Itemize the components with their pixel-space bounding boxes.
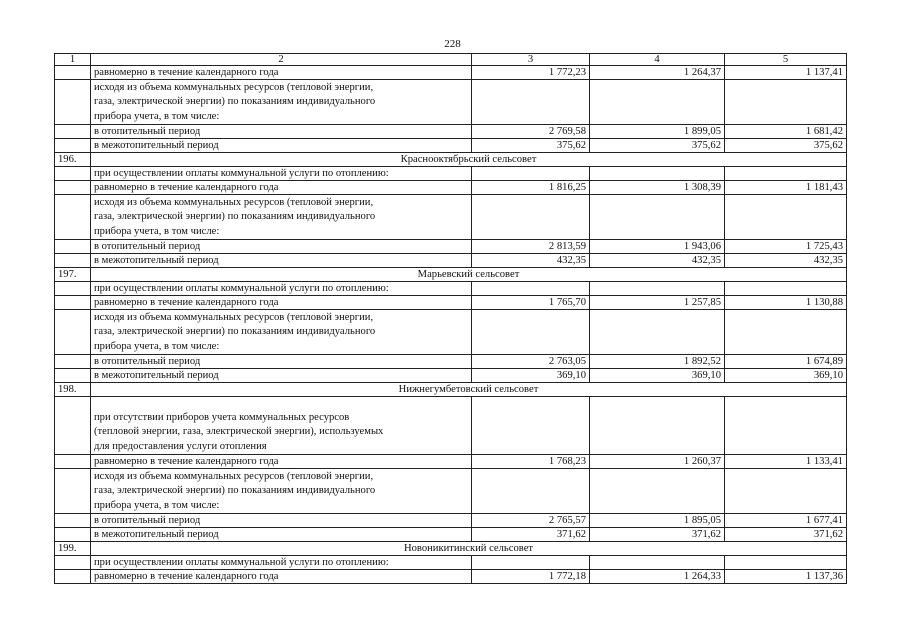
row-number <box>55 369 91 383</box>
value-cell-3: 432,35 <box>472 254 590 268</box>
section-title: Новоникитинский сельсовет <box>91 542 847 556</box>
row-number <box>55 167 91 181</box>
value-cell-5: 1 674,89 <box>725 355 847 369</box>
row-description: в межотопительный период <box>91 254 472 268</box>
description-line: газа, электрической энергии) по показаниям индивидуального <box>94 211 376 222</box>
row-description: в отопительный период <box>91 355 472 369</box>
multiline-row <box>55 469 847 514</box>
value-cell-4 <box>590 469 725 514</box>
page-number: 228 <box>444 38 461 50</box>
column-number-4: 4 <box>590 54 725 66</box>
row-description <box>91 310 472 355</box>
value-cell-5: 1 133,41 <box>725 455 847 469</box>
row-number <box>55 397 91 455</box>
value-cell-5: 369,10 <box>725 369 847 383</box>
row-description: в отопительный период <box>91 240 472 254</box>
section-title: Краснооктябрьский сельсовет <box>91 153 847 167</box>
section-row <box>55 153 847 167</box>
value-cell-3: 375,62 <box>472 139 590 153</box>
description-line: исходя из объема коммунальных ресурсов (тепловой энергии, <box>94 196 374 208</box>
row-description <box>91 195 472 240</box>
value-cell-3: 2 765,57 <box>472 514 590 528</box>
value-cell-4: 1 895,05 <box>590 514 725 528</box>
row-description <box>91 80 472 125</box>
value-cell-5 <box>725 167 847 181</box>
value-cell-3: 2 769,58 <box>472 125 590 139</box>
column-number-5: 5 <box>725 54 847 66</box>
row-description: равномерно в течение календарного года <box>91 66 472 80</box>
table-body <box>55 54 847 584</box>
row-description: равномерно в течение календарного года <box>91 181 472 195</box>
row-description <box>91 469 472 514</box>
value-cell-3: 1 816,25 <box>472 181 590 195</box>
description-line: исходя из объема коммунальных ресурсов (тепловой энергии, <box>94 81 374 93</box>
row-number <box>55 455 91 469</box>
description-line: (тепловой энергии, газа, электрической энергии), используемых <box>94 426 384 437</box>
section-row <box>55 268 847 282</box>
description-line: газа, электрической энергии) по показаниям индивидуального <box>94 96 376 107</box>
value-cell-4: 1 264,37 <box>590 66 725 80</box>
section-title: Марьевский сельсовет <box>91 268 847 282</box>
value-cell-4: 1 260,37 <box>590 455 725 469</box>
value-cell-3 <box>472 397 590 455</box>
section-title: Нижнегумбетовский сельсовет <box>91 383 847 397</box>
tariff-table <box>54 53 847 584</box>
row-description: в межотопительный период <box>91 139 472 153</box>
row-number <box>55 514 91 528</box>
row-description: при осуществлении оплаты коммунальной услуги по отоплению: <box>91 282 472 296</box>
row-number: 198. <box>55 383 91 397</box>
row-number: 196. <box>55 153 91 167</box>
value-cell-5: 1 181,43 <box>725 181 847 195</box>
row-number <box>55 355 91 369</box>
row-description: в межотопительный период <box>91 369 472 383</box>
value-cell-4: 369,10 <box>590 369 725 383</box>
value-cell-3 <box>472 556 590 570</box>
value-cell-5: 1 137,41 <box>725 66 847 80</box>
multiline-row <box>55 310 847 355</box>
value-cell-3 <box>472 310 590 355</box>
value-cell-5 <box>725 310 847 355</box>
multiline-row <box>55 195 847 240</box>
value-cell-4: 1 892,52 <box>590 355 725 369</box>
table-row <box>55 139 847 153</box>
row-description: при осуществлении оплаты коммунальной услуги по отоплению: <box>91 167 472 181</box>
table-row <box>55 369 847 383</box>
row-description <box>91 397 472 455</box>
multiline-row <box>55 397 847 455</box>
table-row <box>55 514 847 528</box>
row-number <box>55 570 91 584</box>
row-number <box>55 254 91 268</box>
value-cell-4 <box>590 397 725 455</box>
value-cell-5: 371,62 <box>725 528 847 542</box>
row-number <box>55 240 91 254</box>
value-cell-4: 1 899,05 <box>590 125 725 139</box>
row-description: равномерно в течение календарного года <box>91 455 472 469</box>
value-cell-3 <box>472 282 590 296</box>
row-description: равномерно в течение календарного года <box>91 296 472 310</box>
value-cell-5: 1 681,42 <box>725 125 847 139</box>
value-cell-3: 369,10 <box>472 369 590 383</box>
value-cell-3: 1 772,18 <box>472 570 590 584</box>
description-line: для предоставления услуги отопления <box>94 440 267 452</box>
description-line: прибора учета, в том числе: <box>94 499 220 511</box>
value-cell-3: 1 772,23 <box>472 66 590 80</box>
value-cell-5 <box>725 469 847 514</box>
value-cell-4: 432,35 <box>590 254 725 268</box>
table-row <box>55 125 847 139</box>
row-number: 197. <box>55 268 91 282</box>
table-row <box>55 355 847 369</box>
value-cell-5: 1 725,43 <box>725 240 847 254</box>
value-cell-5: 1 130,88 <box>725 296 847 310</box>
value-cell-4: 1 308,39 <box>590 181 725 195</box>
row-number <box>55 80 91 125</box>
value-cell-4 <box>590 195 725 240</box>
column-number-1: 1 <box>55 54 91 66</box>
table-row <box>55 570 847 584</box>
table-row <box>55 254 847 268</box>
description-line: при отсутствии приборов учета коммунальных ресурсов <box>94 411 350 423</box>
row-number <box>55 66 91 80</box>
row-number <box>55 282 91 296</box>
value-cell-5: 1 137,36 <box>725 570 847 584</box>
description-line: прибора учета, в том числе: <box>94 340 220 352</box>
row-description: при осуществлении оплаты коммунальной услуги по отоплению: <box>91 556 472 570</box>
value-cell-3 <box>472 167 590 181</box>
row-number <box>55 528 91 542</box>
description-line: газа, электрической энергии) по показаниям индивидуального <box>94 326 376 337</box>
value-cell-4 <box>590 282 725 296</box>
value-cell-5 <box>725 80 847 125</box>
value-cell-5: 432,35 <box>725 254 847 268</box>
table-row <box>55 528 847 542</box>
value-cell-4: 371,62 <box>590 528 725 542</box>
row-number <box>55 469 91 514</box>
column-number-2: 2 <box>91 54 472 66</box>
table-row <box>55 296 847 310</box>
value-cell-4: 1 264,33 <box>590 570 725 584</box>
value-cell-4: 1 257,85 <box>590 296 725 310</box>
row-number <box>55 181 91 195</box>
table-row <box>55 455 847 469</box>
value-cell-3: 1 768,23 <box>472 455 590 469</box>
value-cell-4: 375,62 <box>590 139 725 153</box>
value-cell-4 <box>590 167 725 181</box>
value-cell-3: 2 763,05 <box>472 355 590 369</box>
value-cell-5 <box>725 282 847 296</box>
value-cell-3: 1 765,70 <box>472 296 590 310</box>
value-cell-4: 1 943,06 <box>590 240 725 254</box>
column-number-3: 3 <box>472 54 590 66</box>
row-description: в отопительный период <box>91 125 472 139</box>
row-number <box>55 195 91 240</box>
value-cell-5 <box>725 397 847 455</box>
row-description: равномерно в течение календарного года <box>91 570 472 584</box>
row-number <box>55 556 91 570</box>
row-number <box>55 139 91 153</box>
value-cell-4 <box>590 556 725 570</box>
table-row <box>55 66 847 80</box>
table-row <box>55 181 847 195</box>
value-cell-3 <box>472 469 590 514</box>
row-number <box>55 125 91 139</box>
value-cell-5: 375,62 <box>725 139 847 153</box>
row-number <box>55 296 91 310</box>
value-cell-4 <box>590 310 725 355</box>
description-line: прибора учета, в том числе: <box>94 225 220 237</box>
multiline-row <box>55 80 847 125</box>
label-row <box>55 282 847 296</box>
description-line: газа, электрической энергии) по показаниям индивидуального <box>94 485 376 496</box>
label-row <box>55 556 847 570</box>
row-description: в отопительный период <box>91 514 472 528</box>
value-cell-5: 1 677,41 <box>725 514 847 528</box>
value-cell-3 <box>472 80 590 125</box>
row-number: 199. <box>55 542 91 556</box>
label-row <box>55 167 847 181</box>
column-number-row <box>55 54 847 66</box>
value-cell-3: 371,62 <box>472 528 590 542</box>
value-cell-5 <box>725 195 847 240</box>
description-line: исходя из объема коммунальных ресурсов (тепловой энергии, <box>94 470 374 482</box>
section-row <box>55 542 847 556</box>
table-row <box>55 240 847 254</box>
value-cell-3 <box>472 195 590 240</box>
description-line: исходя из объема коммунальных ресурсов (тепловой энергии, <box>94 311 374 323</box>
value-cell-4 <box>590 80 725 125</box>
row-description: в межотопительный период <box>91 528 472 542</box>
section-row <box>55 383 847 397</box>
value-cell-3: 2 813,59 <box>472 240 590 254</box>
description-line: прибора учета, в том числе: <box>94 110 220 122</box>
value-cell-5 <box>725 556 847 570</box>
row-number <box>55 310 91 355</box>
